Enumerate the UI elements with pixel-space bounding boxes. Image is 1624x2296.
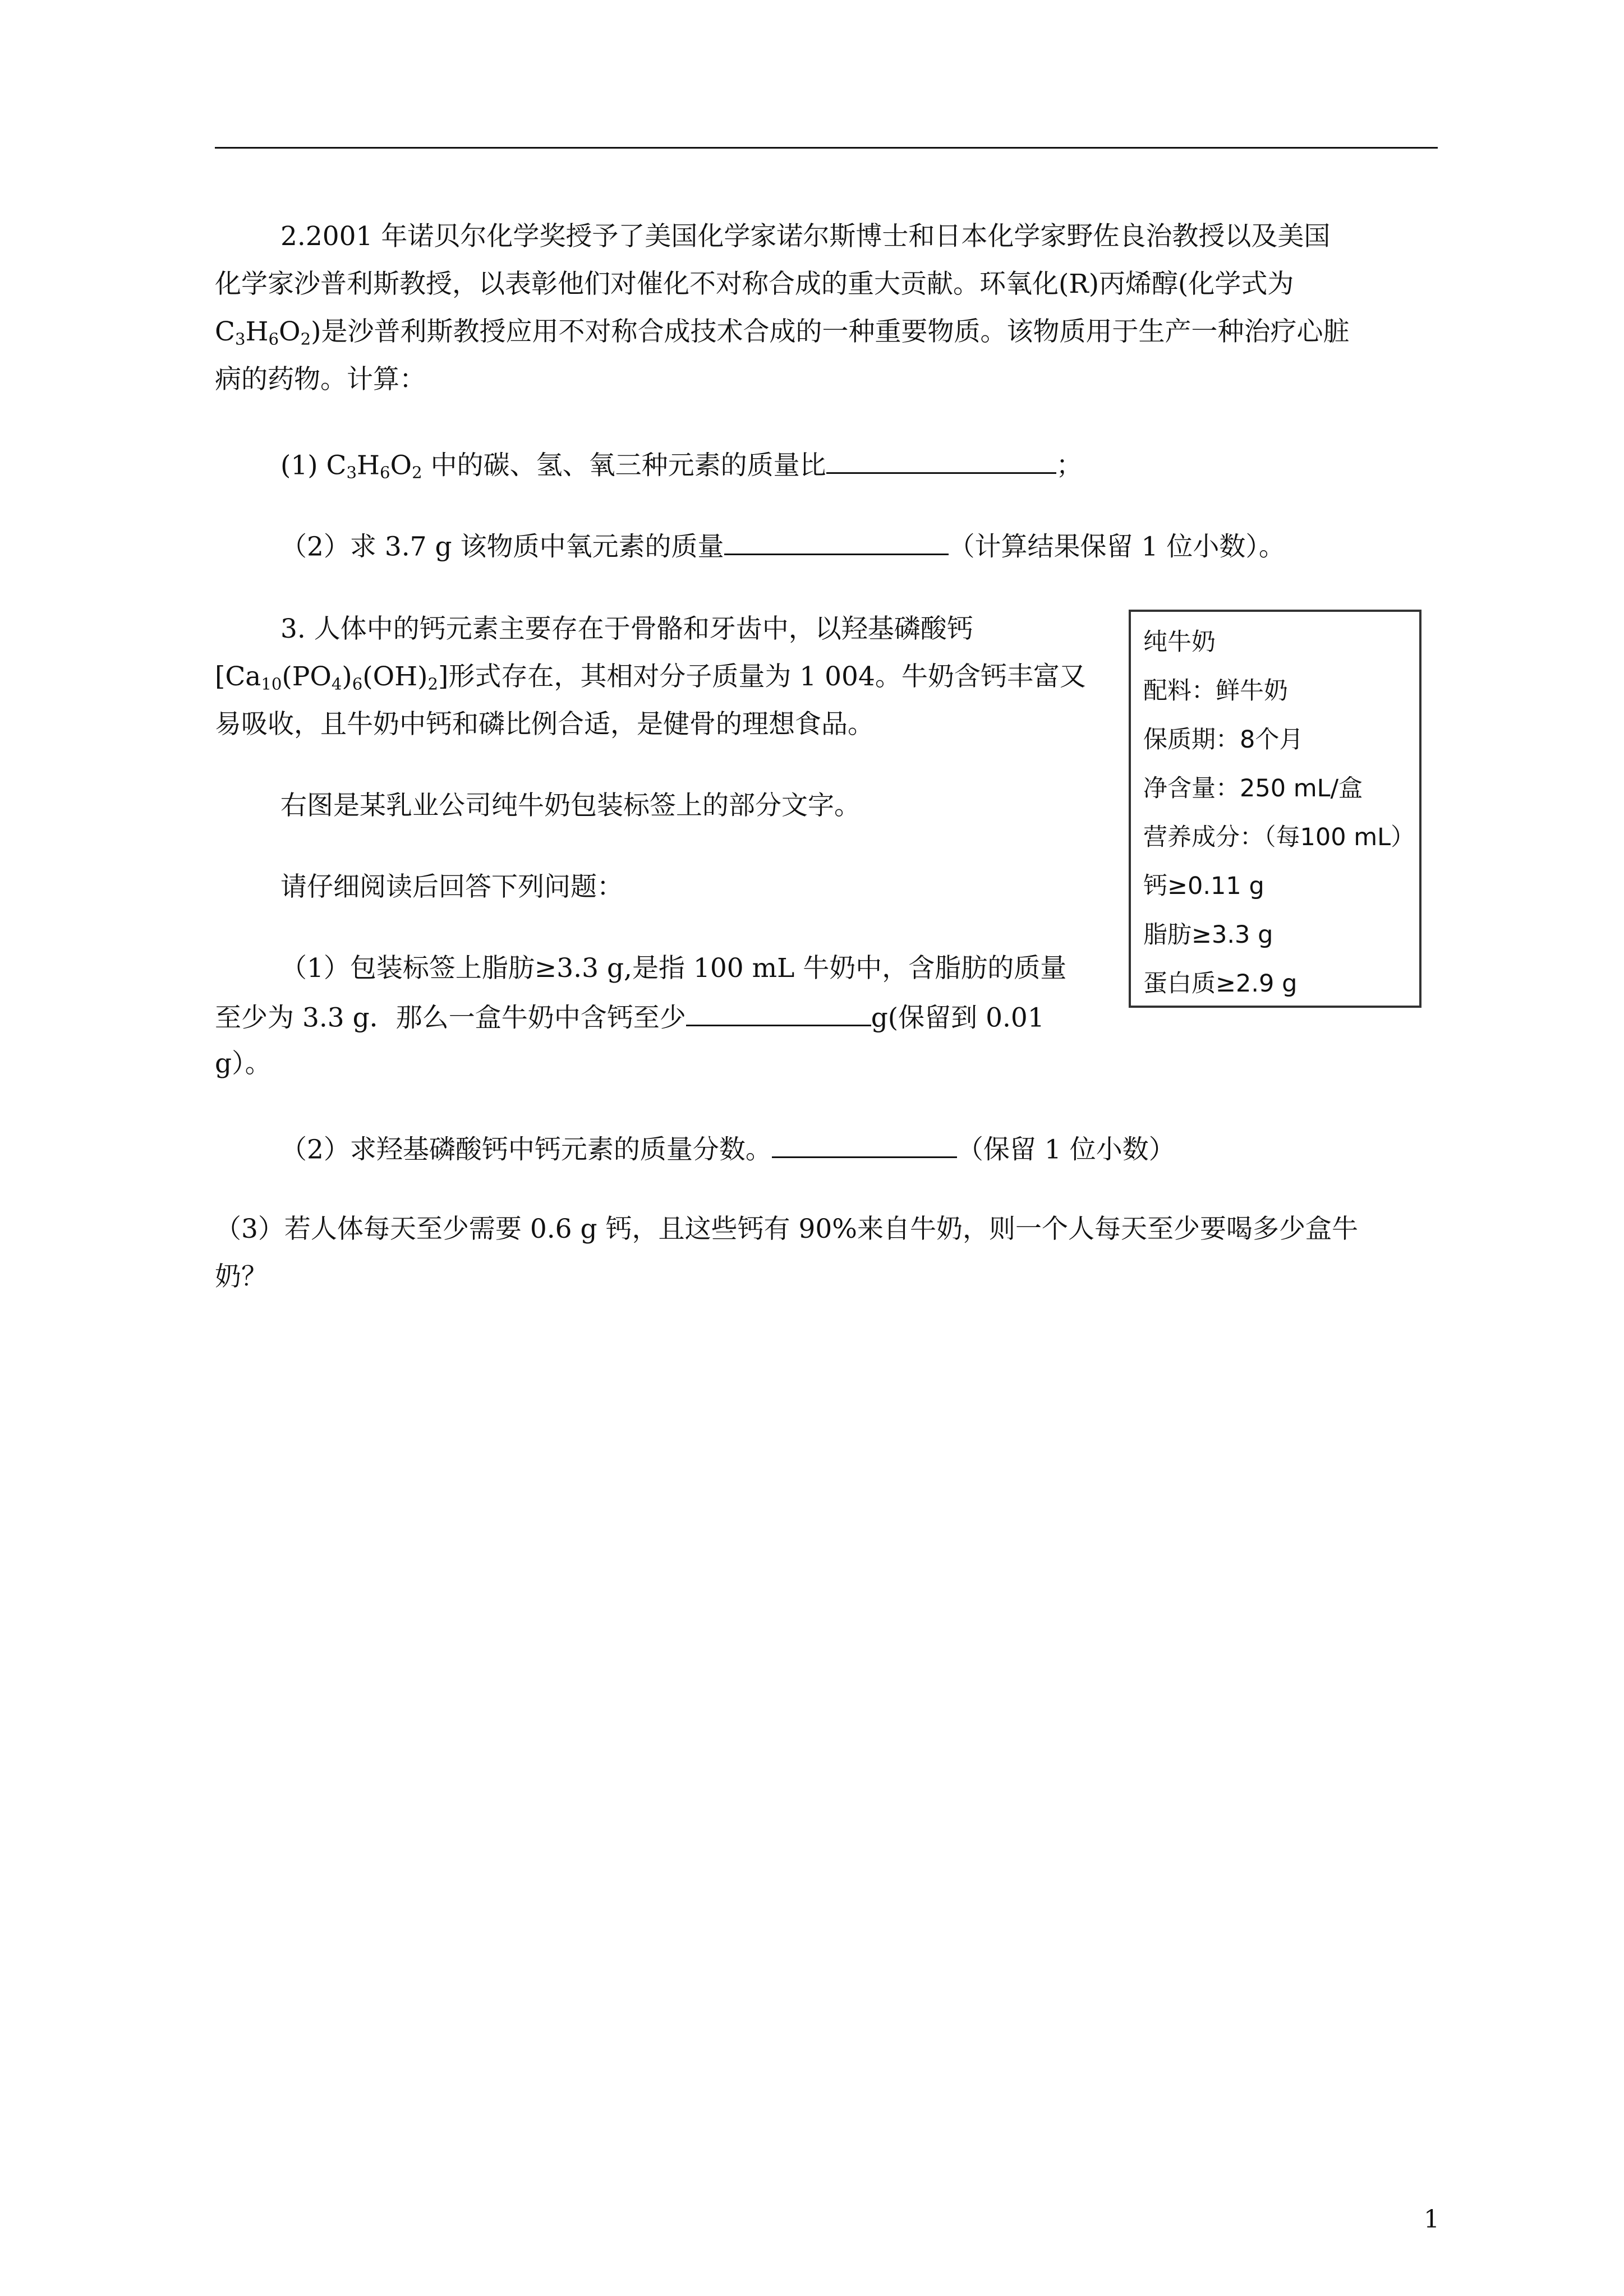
milk-label-line: 纯牛奶 <box>1143 628 1216 656</box>
milk-label-box <box>1129 610 1421 1008</box>
q2-sub-1: (1) $C_3H_6O_2$ 中的碳、氢、氧三种元素的质量比 ； <box>280 449 1083 481</box>
page-number: 1 <box>1424 2205 1439 2234</box>
q3-line-1: 3. 人体中的钙元素主要存在于骨骼和牙齿中，以羟基磷酸钙 <box>280 614 973 644</box>
q3-sub-2: （2）求羟基磷酸钙中钙元素的质量分数。 （保留 1 位小数） <box>280 1133 1175 1165</box>
answer-blank[interactable] <box>686 1001 871 1026</box>
q2-line-3: $C_3H_6O_2$)是沙普利斯教授应用不对称合成技术合成的一种重要物质。该物质用于生产一种治疗心脏 <box>215 316 1350 349</box>
milk-label-line: 净含量：250 mL/盒 <box>1143 774 1363 803</box>
q3-line-3: 易吸收，且牛奶中钙和磷比例合适，是健骨的理想食品。 <box>215 709 874 740</box>
q2-line-2: 化学家沙普利斯教授，以表彰他们对催化不对称合成的重大贡献。环氧化(R)丙烯醇(化学式为 <box>215 269 1294 299</box>
q3-sub-1-line-1: （1）包装标签上脂肪≥3.3 g,是指 100 mL 牛奶中，含脂肪的质量 <box>280 953 1067 984</box>
header-rule <box>215 147 1438 149</box>
answer-blank[interactable] <box>772 1133 957 1158</box>
q2-line-1: 2.2001 年诺贝尔化学奖授予了美国化学家诺尔斯博士和日本化学家野佐良治教授以及美国 <box>280 221 1331 252</box>
q3-sub-3-line-2: 奶？ <box>215 1261 268 1292</box>
milk-label-line: 钙≥0.11 g <box>1143 872 1264 900</box>
q3-sub-1-line-3: g）。 <box>215 1048 272 1079</box>
answer-blank[interactable] <box>724 530 949 555</box>
milk-label-line: 脂肪≥3.3 g <box>1143 921 1273 949</box>
milk-label-line: 配料：鲜牛奶 <box>1143 677 1288 705</box>
q3-sub-1-line-2: 至少为 3.3 g．那么一盒牛奶中含钙至少 g(保留到 0.01 <box>215 1001 1045 1033</box>
q3-sub-3-line-1: （3）若人体每天至少需要 0.6 g 钙，且这些钙有 90%来自牛奶，则一个人每天至少要喝多少盒牛 <box>215 1214 1358 1244</box>
q3-line-5: 请仔细阅读后回答下列问题： <box>280 872 623 902</box>
q3-line-4: 右图是某乳业公司纯牛奶包装标签上的部分文字。 <box>280 790 861 821</box>
q3-line-2: $[Ca_{10}(PO_4)_6(OH)_2]$形式存在，其相对分子质量为 1 004。牛奶含钙丰富又 <box>215 661 1086 694</box>
answer-blank[interactable] <box>826 449 1056 474</box>
milk-label-line: 营养成分：（每100 mL） <box>1143 823 1415 851</box>
q2-sub-2: （2）求 3.7 g 该物质中氧元素的质量 （计算结果保留 1 位小数）。 <box>280 530 1285 562</box>
milk-label-line: 蛋白质≥2.9 g <box>1143 970 1298 998</box>
milk-label-line: 保质期：8个月 <box>1143 726 1304 754</box>
q2-line-4: 病的药物。计算： <box>215 364 426 395</box>
